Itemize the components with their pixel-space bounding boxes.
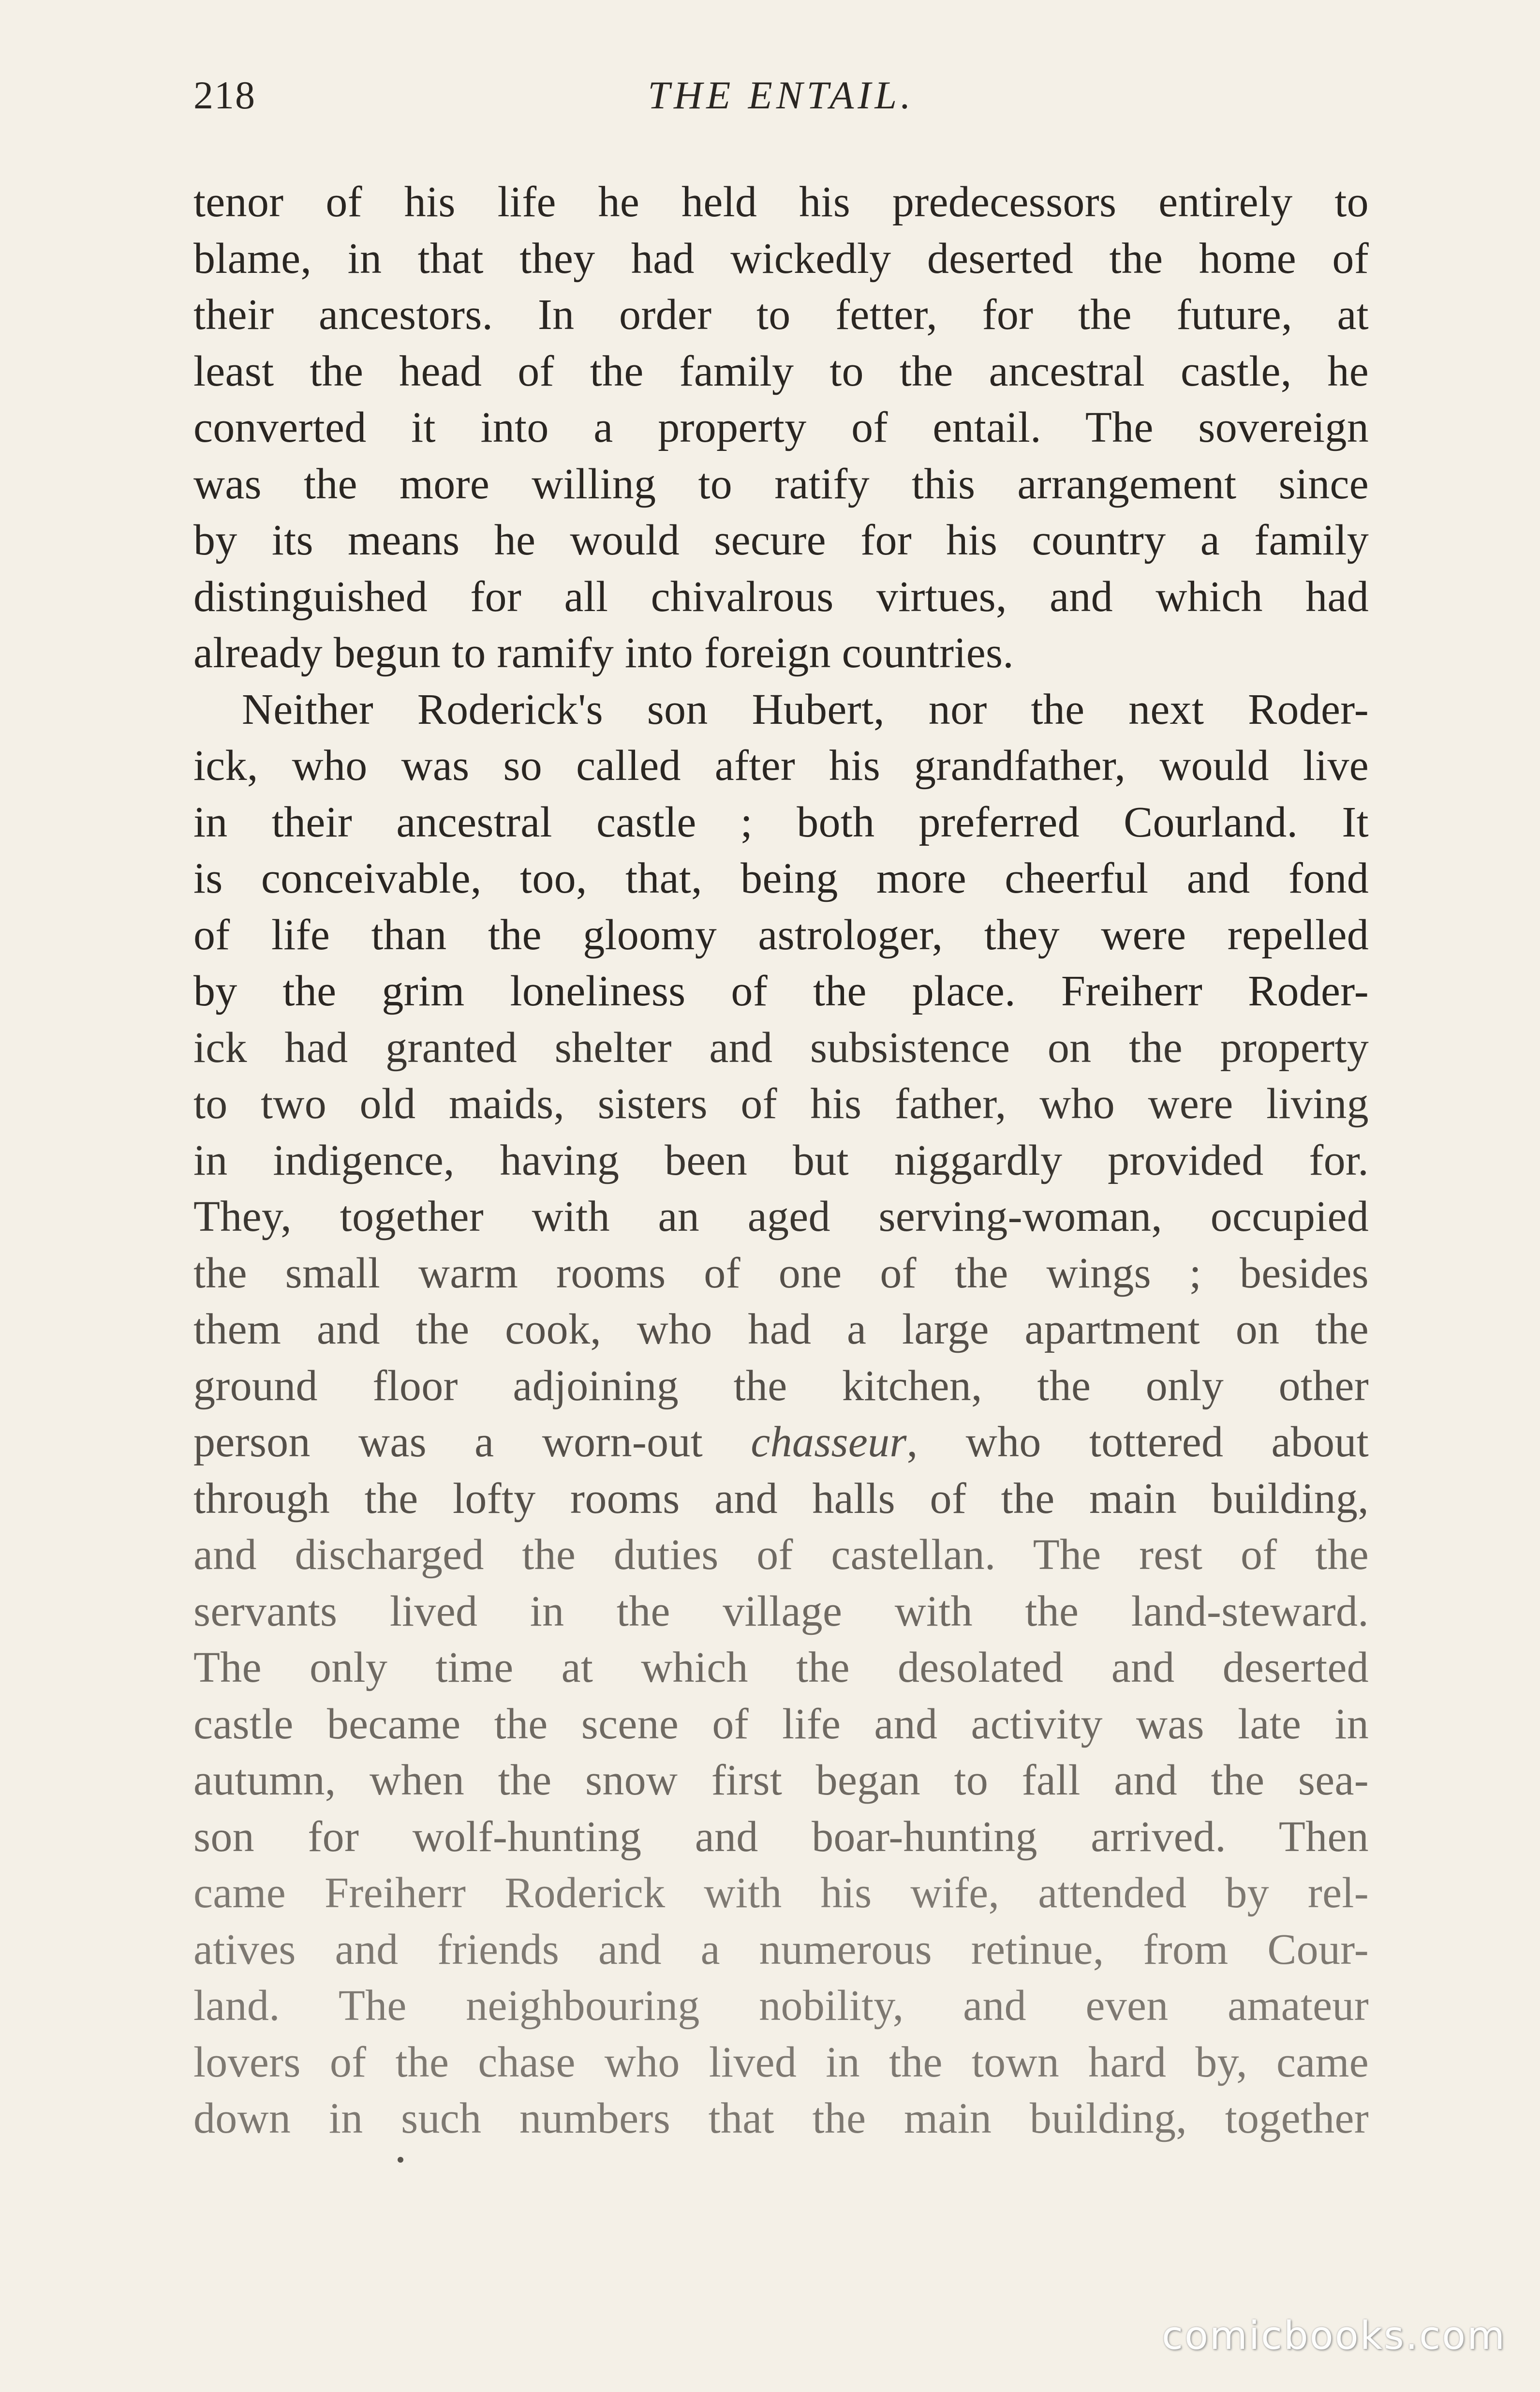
text-line: The only time at which the desolated and deserted bbox=[193, 1644, 1369, 1691]
text-line: in indigence, having been but niggardly provided for. bbox=[193, 1136, 1369, 1184]
text-line: by its means he would secure for his country a family bbox=[193, 516, 1369, 564]
text-line: autumn, when the snow first began to fall and the sea- bbox=[193, 1756, 1369, 1804]
text-line: the small warm rooms of one of the wings ; besides bbox=[193, 1249, 1369, 1297]
text-line: through the lofty rooms and halls of the main building, bbox=[193, 1474, 1369, 1523]
paragraph-1 bbox=[193, 174, 1369, 682]
text-line: lovers of the chase who lived in the town hard by, came bbox=[193, 2038, 1369, 2086]
italic-word: chasseur bbox=[751, 1418, 907, 1466]
page-header bbox=[193, 73, 1369, 131]
text-line: came Freiherr Roderick with his wife, attended by rel- bbox=[193, 1869, 1369, 1917]
text-line: ick, who was so called after his grandfather, would live bbox=[193, 742, 1369, 790]
text-line: servants lived in the village with the land-steward. bbox=[193, 1587, 1369, 1635]
text-line: tenor of his life he held his predecessors entirely to bbox=[193, 178, 1369, 226]
text-line: them and the cook, who had a large apartment on the bbox=[193, 1305, 1369, 1353]
text-line: their ancestors. In order to fetter, for the future, at bbox=[193, 291, 1369, 339]
watermark: comicbooks.com bbox=[1161, 2313, 1506, 2358]
text-line: distinguished for all chivalrous virtues, and which had bbox=[193, 572, 1369, 621]
text-line: of life than the gloomy astrologer, they were repelled bbox=[193, 911, 1369, 959]
page-number: 218 bbox=[193, 73, 256, 117]
paragraph-2 bbox=[193, 682, 1369, 2147]
text-line: already begun to ramify into foreign countries. bbox=[193, 629, 1014, 677]
text-line: least the head of the family to the ancestral castle, he bbox=[193, 347, 1369, 395]
text-line: blame, in that they had wickedly deserted the home of bbox=[193, 234, 1369, 283]
text-line: to two old maids, sisters of his father, who were living bbox=[193, 1080, 1369, 1128]
text-line: and discharged the duties of castellan. The rest of the bbox=[193, 1531, 1369, 1579]
text-line: Neither Roderick's son Hubert, nor the next Roder- bbox=[242, 685, 1369, 733]
text-line: atives and friends and a numerous retinue, from Cour- bbox=[193, 1925, 1369, 1973]
page-body bbox=[193, 174, 1369, 2147]
text-line: is conceivable, too, that, being more cheerful and fond bbox=[193, 854, 1369, 902]
text-line: converted it into a property of entail. The sovereign bbox=[193, 404, 1369, 451]
text-line: by the grim loneliness of the place. Freiherr Roder- bbox=[193, 967, 1369, 1015]
text-line: ground floor adjoining the kitchen, the only other bbox=[193, 1361, 1369, 1410]
text-line: was the more willing to ratify this arrangement since bbox=[193, 460, 1369, 508]
text-line: ick had granted shelter and subsistence on the property bbox=[193, 1023, 1369, 1072]
text-line: son for wolf-hunting and boar-hunting arrived. Then bbox=[193, 1812, 1369, 1861]
text-line: person was a worn-out chasseur, who tottered about bbox=[193, 1418, 1369, 1466]
text-line: land. The neighbouring nobility, and even amateur bbox=[193, 1982, 1369, 2030]
text-line: They, together with an aged serving-woman, occupied bbox=[193, 1193, 1369, 1241]
text-line: in their ancestral castle ; both preferred Courland. It bbox=[193, 798, 1369, 846]
ink-dot bbox=[398, 2157, 403, 2163]
text-line: down in such numbers that the main building, together bbox=[193, 2094, 1369, 2142]
running-title: THE ENTAIL. bbox=[648, 73, 915, 117]
text-line: castle became the scene of life and activity was late in bbox=[193, 1700, 1369, 1748]
